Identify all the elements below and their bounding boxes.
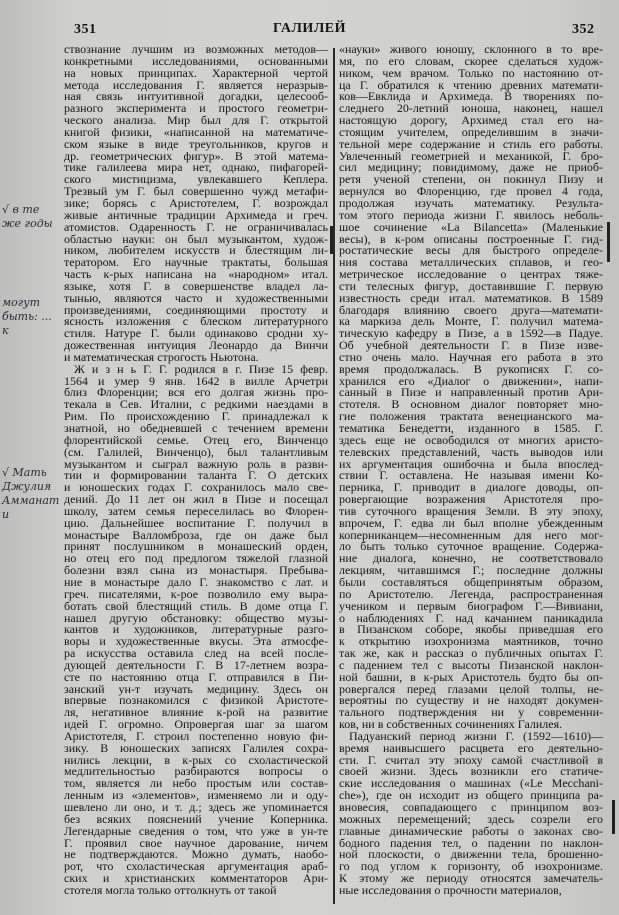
text-line: ческого анализа. Мир был для Г. открытой [64, 113, 328, 128]
text-line: школу, затем семья переселилась во Флорен- [64, 503, 328, 518]
text-line: так же, как и рассказ о публичных опытах Г. [339, 646, 603, 661]
text-line: коперниканцем—несомненным для него мог- [339, 527, 603, 542]
text-line: стотеля могла только оттолкнуть от такой [64, 882, 277, 897]
text-line: тив суточного вращения Земли. В эту эпоху, [339, 503, 603, 518]
text-line: ля, негативное влияние к-рой на развитие [64, 705, 328, 720]
text-line: тератором. Его научные трактаты, большая [64, 255, 328, 270]
text-line: стоящим учителем, определившим в значи- [339, 124, 603, 139]
text-line: лекциям, читавшимся Г.; последние должны [339, 563, 603, 578]
text-line: разного эксперимента и простого геометри- [64, 101, 328, 116]
margin-pencil-mark [612, 800, 615, 834]
text-line: сил медицину; повидимому, даже не приоб- [339, 160, 603, 175]
text-line: настоящую дорогу, Архимед стал его на- [339, 113, 603, 128]
text-line: часть к-рых написана на «народном» итал. [64, 267, 328, 282]
text-line: близ Флоренции; вся его долгая жизнь про- [64, 385, 328, 400]
text-line: зику. В юношеских записях Галилея сохра- [64, 740, 328, 755]
text-line: кантов и художников, литературные разго- [64, 622, 328, 637]
text-line: впрочем, Г. едва ли был вполне убежденным [339, 515, 603, 530]
text-line: их аргументация ошибочна и была впослед- [339, 456, 603, 471]
margin-pencil-mark [330, 226, 333, 254]
text-line: время наивысшего расцвета его деятельно- [339, 740, 603, 755]
text-line: тынью, являются часто и художественными [64, 290, 328, 305]
text-line: конкретными исследованиями, основанными [64, 53, 328, 68]
text-line: занский ун-т изучать медицину. Здесь он [64, 681, 328, 696]
text-line: ростатические весы для быстрого определе- [339, 243, 603, 258]
margin-note: могут быть: ... к [2, 296, 52, 337]
text-line: и юношеских годах Г. сохранилось мало све- [64, 480, 328, 495]
text-line: стотеля. В основном диалог повторяет мно- [339, 397, 603, 412]
text-line: шевлено ли оно, и т. д.; здесь же упоминается [64, 800, 328, 814]
text-line: монастыре Валломброза, где он даже был [64, 527, 328, 542]
text-line: своей жизни. Здесь возникли его статиче- [339, 764, 603, 779]
text-line: сти телесных фигур, доставившие Г. первую [339, 278, 603, 293]
text-line: ровергающие возражения Аристотеля про- [339, 492, 603, 507]
text-line: книгой физики, «написанной на математиче- [64, 124, 328, 139]
text-line: ная связь интуитивной догадки, целесооб- [64, 89, 328, 104]
text-line: сти. Г. считал эту эпоху самой счастливой в [339, 752, 603, 767]
text-line: ков—Евклида и Архимеда. В творениях по- [339, 89, 603, 104]
text-line: Увлеченный геометрией и механикой, Г. бро- [339, 148, 603, 163]
text-line: ной плоскости, о движении тела, брошенно- [339, 847, 603, 862]
text-line: ником, любителем искусств и блестящим ли- [64, 243, 328, 258]
text-line: нились лекции, в к-рых со схоластической [64, 752, 328, 767]
text-line: известность среди итал. математиков. В 1589 [339, 290, 603, 305]
text-line: тии и формировании таланта Г. О детских [64, 468, 328, 483]
text-line: зике; борясь с Аристотелем, Г. возрождал [64, 195, 328, 210]
text-line: дующей деятельности Г. В 17-летнем возра- [64, 657, 328, 672]
margin-pencil-mark [607, 222, 610, 262]
text-line: метрическое исследование о центрах тяже- [339, 267, 603, 282]
text-line: болезни взял сына из монастыря. Пребыва- [64, 563, 328, 578]
text-line: др. геометрических фигур». В этой матема- [64, 148, 328, 163]
text-line: рот, что схоластическая аргументация араб- [64, 859, 328, 874]
text-line: произведениями, соединяющими простоту и [64, 302, 328, 317]
text-line: Ж и з н ь Г. Г. родился в г. Пизе 15 февр. [74, 361, 328, 376]
text-line: ца Г. обратился к чтению древних математи- [339, 77, 603, 92]
text-line: нашел другую обстановку: общество музы- [64, 610, 328, 625]
text-line: тике галилеева мира нет, однако, пифагорей- [64, 160, 328, 175]
text-line: языке, хотя Г. в совершенстве владел ла- [64, 278, 328, 293]
text-line: следнего 20-летний юноша, наконец, нашел [339, 101, 603, 116]
text-line: областью науки: он был музыкантом, худож- [64, 231, 328, 246]
text-line: вернулся во Флоренцию, где провел 4 года, [339, 184, 603, 199]
left-column [64, 44, 328, 897]
text-line: ботать свой блестящий стиль. В доме отца Г. [64, 598, 328, 613]
text-line: и математическая строгость Ньютона. [64, 349, 259, 364]
text-line: (см. Галилей, Винченцо), был талантливым [64, 444, 328, 459]
text-line: ной башни, в к-рых Аристотель будто бы оп- [339, 669, 603, 684]
text-line: тального подтверждения ни у современни- [339, 705, 603, 720]
text-line: медлительностью разбираются вопросы о [64, 764, 328, 779]
text-line: тематика Бенедетти, изданного в 1585. Г. [339, 421, 603, 435]
text-line: без всяких пояснений учение Коперника. [64, 811, 328, 826]
right-column [339, 44, 603, 897]
text-line: дожественная интуиция Леонардо да Винчи [64, 338, 328, 353]
text-line: воры и художественные вкусы. Эта атмосфе- [64, 634, 328, 649]
text-line: Г. проявил свое научное дарование, ничем [64, 835, 328, 850]
text-line: ра искусства оставила след на всей после- [64, 646, 328, 661]
text-line: том этого периода жизни Г. явилось неболь- [339, 207, 603, 222]
text-line: стиля. Натуре Г. были одинаково сродни ху- [64, 326, 328, 341]
text-line: в Пизанском соборе, якобы приведшая его [339, 622, 603, 637]
text-line: ясность изложения с блеском литературного [64, 314, 328, 329]
text-line: главные динамические работы о законах сво- [339, 823, 603, 838]
text-line: можных перемещений; здесь созрели его [339, 811, 603, 826]
text-line: но отец его под предлогом тяжелой глазной [64, 551, 328, 566]
text-line: ния состава металлических сплавов, и гео- [339, 255, 603, 270]
text-line: ских и христианских комментаторов Ари- [64, 871, 328, 886]
text-line: учеником и первым биографом Г.—Вивиани, [339, 598, 603, 613]
text-line: живые античные традиции Архимеда и греч. [64, 207, 328, 222]
text-line: К этому же периоду относятся замечатель- [339, 871, 603, 886]
text-line: весы), в к-ром описаны построенные Г. гид- [339, 231, 603, 246]
column-divider [333, 48, 335, 904]
text-line: мя, по его словам, скорее сделаться худож- [339, 53, 603, 68]
text-line: продолжая изучать математику. Результа- [339, 195, 603, 210]
text-line: ские исследования о машинах («Le Mecchani- [339, 776, 603, 791]
text-line: ло быть только суточное вращение. Содержа- [339, 539, 603, 554]
text-line: хранился его «Диалог о движении», напи- [339, 373, 603, 388]
text-line: перника, Г. приводит в диалоге доводы, оп- [339, 480, 603, 495]
text-line: ретя ученой степени, он покинул Пизу и [339, 172, 603, 187]
text-line: Об учебной деятельности Г. в Пизе изве- [339, 338, 603, 353]
text-line: бодного падения тел, о падении по наклон- [339, 835, 603, 850]
text-line: 1564 и умер 9 янв. 1642 в вилле Арчетри [64, 373, 328, 388]
text-line: том, является ли небо простым или состав- [64, 776, 328, 791]
page-number-left: 351 [74, 22, 97, 37]
text-line: время продолжалась. В рукописях Г. со- [339, 361, 603, 376]
text-line: Аристотеля, Г. строил постепенно новую фи- [64, 728, 328, 743]
text-line: Легендарные сведения о том, что уже в ун-те [64, 823, 328, 838]
text-line: сте по настоянию отца Г. отправился в Пи- [64, 669, 328, 684]
text-line: текала в Сев. Италии, с редкими наездами в [64, 397, 328, 412]
text-line: Трезвый ум Г. был совершенно чужд метафи- [64, 184, 328, 199]
text-line: ского мистицизма, увлекавшего Кеплера. [64, 172, 328, 187]
text-line: греч. писателями, к-рое позволило ему выра- [64, 586, 328, 601]
text-line: тическую кафедру в Пизе, а в 1592—в Падуе. [339, 326, 603, 341]
text-line: впервые познакомился с физикой Аристоте- [64, 693, 328, 708]
text-line: ков, ни в собственных сочинениях Галилея. [339, 717, 563, 732]
text-line: были составляться общепринятым образом, [339, 574, 603, 589]
text-line: вновесия, совпадающего с принципом воз- [339, 800, 603, 814]
text-line: дений. До 11 лет он жил в Пизе и посещал [64, 492, 328, 507]
text-line: благодаря влиянию своего друга—математи- [339, 302, 603, 317]
text-line: ные исследования о прочности материалов, [339, 882, 562, 897]
text-line: тельной мере содержание и стиль его работы. [339, 136, 603, 151]
margin-note: √ Мать Джулия Амманати [2, 466, 60, 521]
text-line: атомистов. Одаренность Г. не ограничивалась [64, 219, 328, 234]
text-line: гие положения трактата венецианского ма- [339, 409, 603, 424]
text-line: ником, чем врачом. Только по настоянию от- [339, 65, 603, 80]
text-line: ние в монастыре дало Г. знакомство с лат. и [64, 574, 328, 589]
text-line: ствии Г. оставлена. Не называя имени Ко- [339, 468, 603, 483]
text-line: цию. Дальнейшее воспитание Г. получил в [64, 515, 328, 530]
text-line: шое сочинение «La Bilancetta» (Маленькие [339, 219, 603, 234]
text-line: ленным из «элементов», изменяемо ли и оду- [64, 788, 328, 803]
text-line: музыкантом и сыграл важную роль в разви- [64, 456, 328, 471]
text-line: метода исследования Г. является неразрыв- [64, 77, 328, 92]
text-line: ствознание лучшим из возможных методов— [64, 42, 328, 56]
margin-note: √ в те же годы [2, 203, 53, 230]
text-line: по Аристотелю. Легенда, распространенная [339, 586, 603, 601]
text-line: стно очень мало. Научная его работа в это [339, 349, 603, 364]
text-line: идей Г. огромно. Опровергая шаг за шагом [64, 717, 328, 732]
text-line: к открытию изохронизма маятников, точно [339, 634, 603, 649]
text-line: с падением тел с высоты Пизанской наклон- [339, 657, 603, 672]
text-line: принят послушником в монашеский орден, [64, 539, 328, 554]
text-line: che»), где он исходит из общего принципа ра- [339, 788, 603, 803]
running-title: ГАЛИЛЕЙ [273, 21, 346, 36]
text-line: телевских представлений, часть выводов или [339, 444, 603, 459]
text-line: ском языке в виде треугольников, кругов и [64, 136, 328, 151]
text-line: ка маркиза дель Монте, Г. получил матема- [339, 314, 603, 329]
page-number-right: 352 [572, 22, 595, 37]
text-line: Падуанский период жизни Г. (1592—1610)— [349, 728, 603, 743]
text-line: здесь еще не освободился от многих аристо- [339, 432, 603, 447]
text-line: вероятны по существу и не находят докумен- [339, 693, 603, 708]
text-line: о наблюдениях Г. над качанием паникадила [339, 610, 603, 625]
text-line: Рим. По происхождению Г. принадлежал к [64, 409, 328, 424]
text-line: ние диалога, конечно, не соответствовало [339, 551, 603, 566]
text-line: не подтверждаются. Можно думать, наобо- [64, 847, 328, 862]
text-line: го под углом к горизонту, об изохронизме. [339, 859, 603, 874]
text-line: флорентийской семье. Отец его, Винченцо [64, 432, 328, 447]
text-line: на новых принципах. Характерной чертой [64, 65, 328, 80]
text-line: ровергался перед глазами целой толпы, не- [339, 681, 603, 696]
text-line: знатной, но обедневшей с течением времени [64, 421, 328, 435]
text-line: санный в Пизе и направленный против Ари- [339, 385, 603, 400]
text-line: «науки» живого юношу, склонного в то вре- [339, 42, 603, 56]
